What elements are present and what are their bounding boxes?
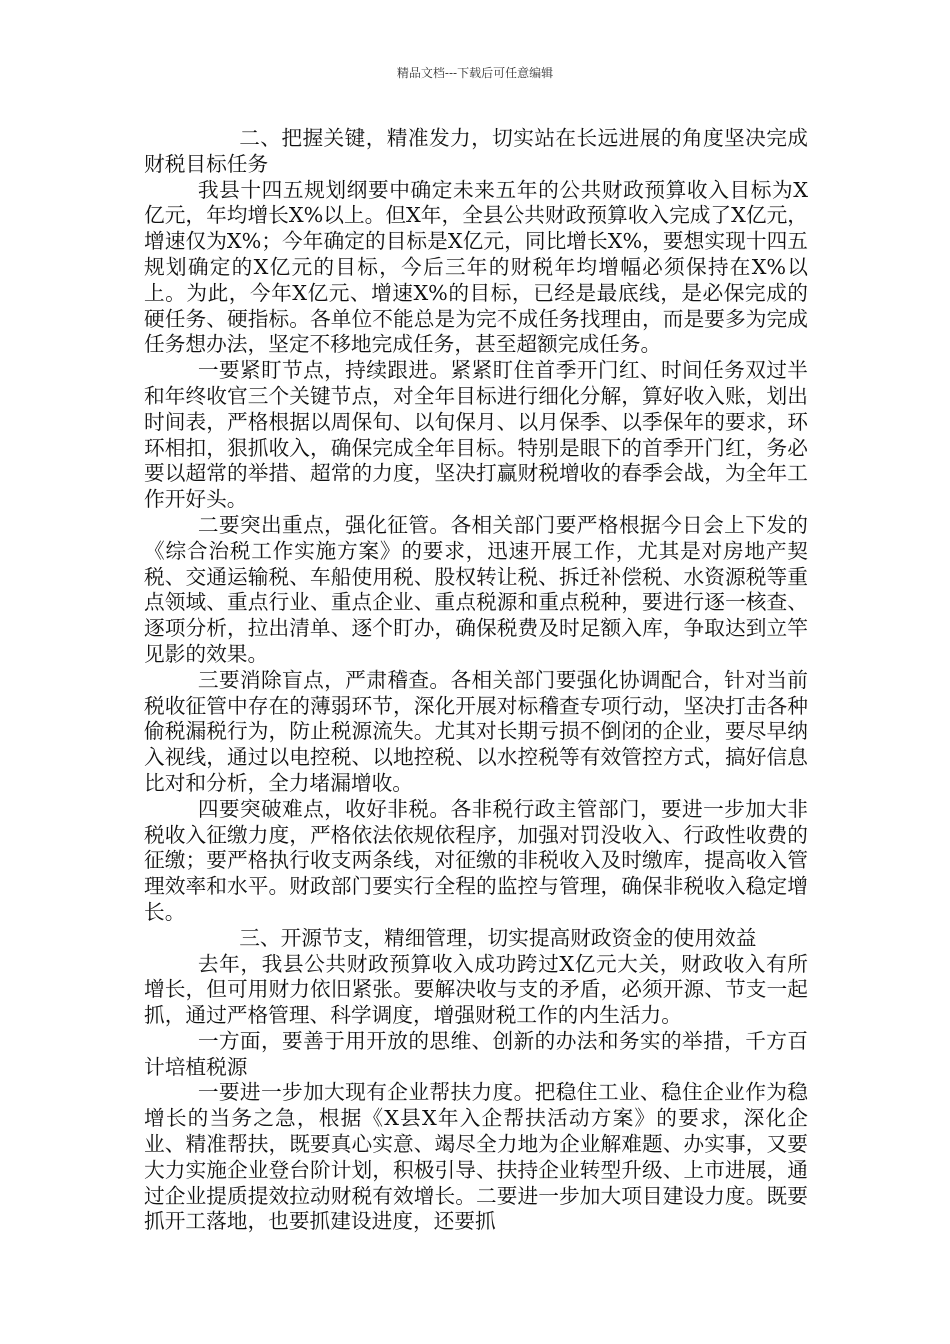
paragraph: 一方面，要善于用开放的思维、创新的办法和务实的举措，千方百计培植税源 (144, 1028, 808, 1079)
paragraph: 去年，我县公共财政预算收入成功跨过X亿元大关，财政收入有所增长，但可用财力依旧紧张。要解决收与支的矛盾，必须开源、节支一起抓，通过严格管理、科学调度，增强财税工作的内生活力。 (144, 951, 808, 1028)
paragraph: 四要突破难点，收好非税。各非税行政主管部门，要进一步加大非税收入征缴力度，严格依法依规依程序，加强对罚没收入、行政性收费的征缴；要严格执行收支两条线，对征缴的非税收入及时缴库，提高收入管理效率和水平。财政部门要实行全程的监控与管理，确保非税收入稳定增长。 (144, 796, 808, 924)
paragraph: 一要紧盯节点，持续跟进。紧紧盯住首季开门红、时间任务双过半和年终收官三个关键节点，对全年目标进行细化分解，算好收入账，划出时间表，严格根据以周保旬、以旬保月、以月保季、以季保年的要求，环环相扣，狠抓收入，确保完成全年目标。特别是眼下的首季开门红，务必要以超常的举措、超常的力度，坚决打赢财税增收的春季会战，为全年工作开好头。 (144, 358, 808, 512)
section-heading-2: 二、把握关键，精准发力，切实站在长远进展的角度坚决完成财税目标任务 (144, 126, 808, 176)
section-heading-3: 三、开源节支，精细管理，切实提高财政资金的使用效益 (239, 925, 757, 950)
paragraph: 我县十四五规划纲要中确定未来五年的公共财政预算收入目标为X亿元，年均增长X%以上。但X年，全县公共财政预算收入完成了X亿元，增速仅为X%；今年确定的目标是X亿元，同比增长X%，要想实现十四五规划确定的X亿元的目标，今后三年的财税年均增幅必须保持在X%以上。为此，今年X亿元、增速X%的目标，已经是最底线，是必保完成的硬任务、硬指标。各单位不能总是为完不成任务找理由，而是要多为完成任务想办法，坚定不移地完成任务，甚至超额完成任务。 (144, 177, 808, 357)
page-header: 精品文档---下载后可任意编辑 (396, 66, 554, 80)
document-body (144, 126, 808, 1235)
paragraph: 三要消除盲点，严肃稽查。各相关部门要强化协调配合，针对当前税收征管中存在的薄弱环节，深化开展对标稽查专项行动，坚决打击各种偷税漏税行为，防止税源流失。尤其对长期亏损不倒闭的企业，要尽早纳入视线，通过以电控税、以地控税、以水控税等有效管控方式，搞好信息比对和分析，全力堵漏增收。 (144, 667, 808, 795)
paragraph: 一要进一步加大现有企业帮扶力度。把稳住工业、稳住企业作为稳增长的当务之急，根据《X县X年入企帮扶活动方案》的要求，深化企业、精准帮扶，既要真心实意、竭尽全力地为企业解难题、办实事，又要大力实施企业登台阶计划，积极引导、扶持企业转型升级、上市进展，通过企业提质提效拉动财税有效增长。二要进一步加大项目建设力度。既要抓开工落地，也要抓建设进度，还要抓 (144, 1080, 808, 1234)
paragraph: 二要突出重点，强化征管。各相关部门要严格根据今日会上下发的《综合治税工作实施方案》的要求，迅速开展工作，尤其是对房地产契税、交通运输税、车船使用税、股权转让税、拆迁补偿税、水资源税等重点领域、重点行业、重点企业、重点税源和重点税种，要进行逐一核查、逐项分析，拉出清单、逐个盯办，确保税费及时足额入库，争取达到立竿见影的效果。 (144, 512, 808, 666)
